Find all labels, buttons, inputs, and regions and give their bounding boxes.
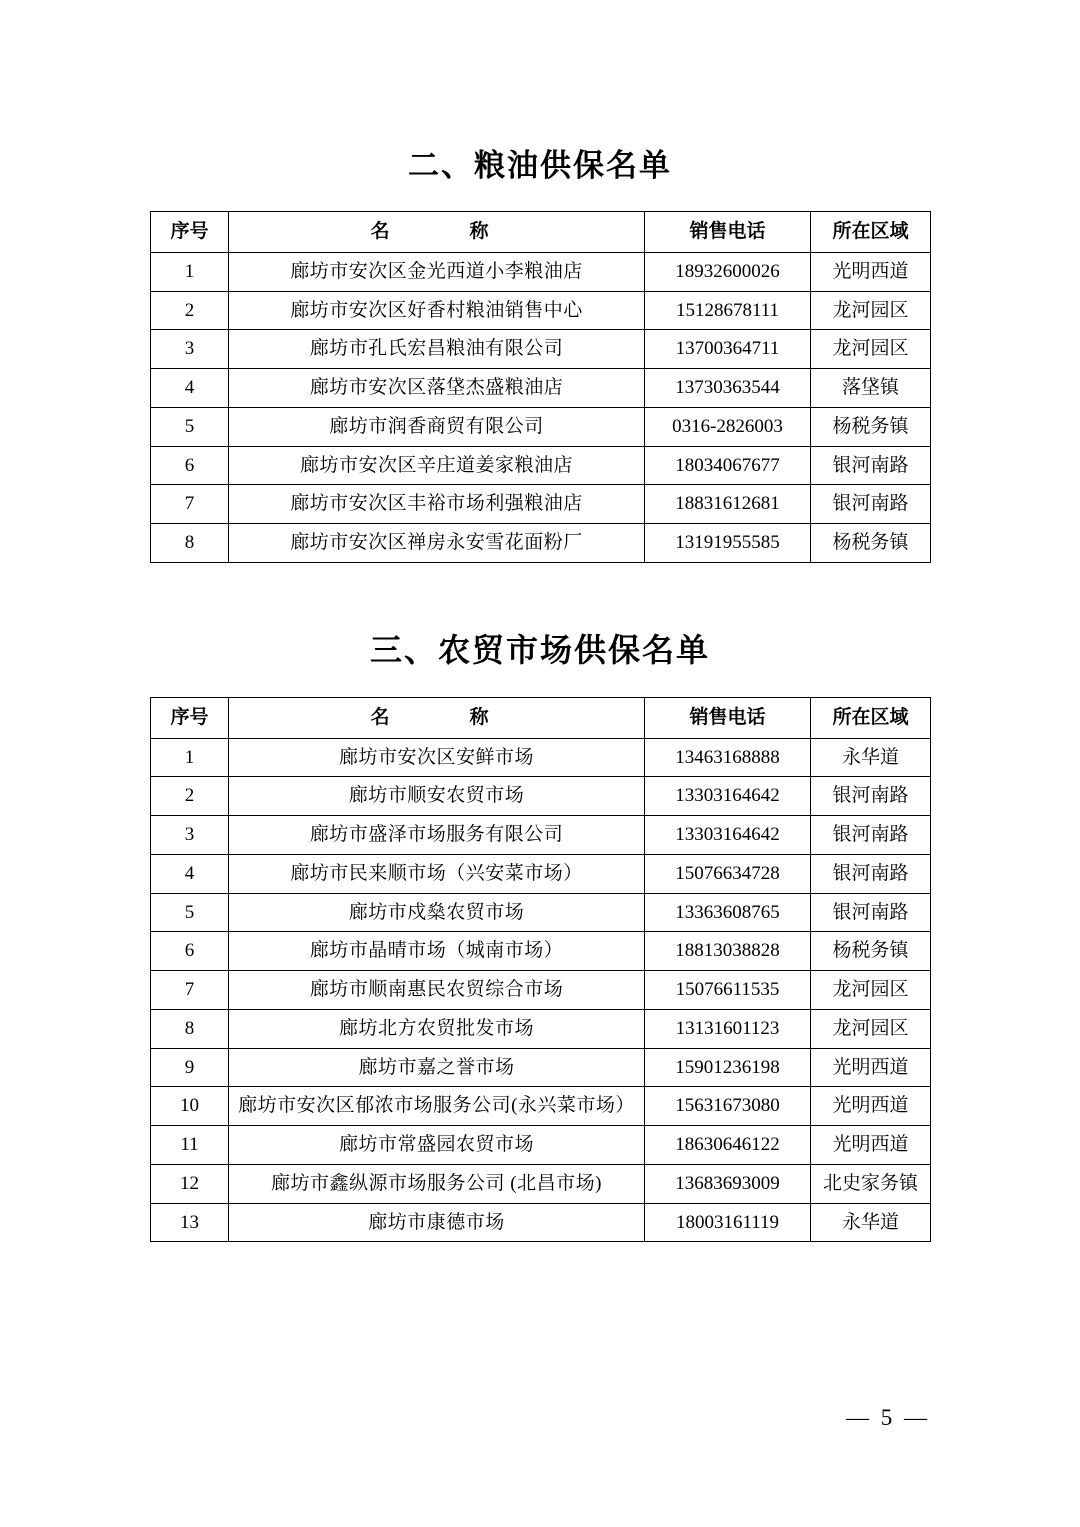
cell-phone: 18813038828 <box>645 932 811 971</box>
cell-serial: 4 <box>151 854 229 893</box>
cell-phone: 13191955585 <box>645 524 811 563</box>
cell-serial: 4 <box>151 369 229 408</box>
table-header-row <box>151 212 931 253</box>
cell-area: 银河南路 <box>811 485 931 524</box>
cell-phone: 13131601123 <box>645 1009 811 1048</box>
cell-area: 银河南路 <box>811 777 931 816</box>
cell-serial: 12 <box>151 1164 229 1203</box>
cell-name: 廊坊市鑫纵源市场服务公司 (北昌市场) <box>229 1164 645 1203</box>
cell-name: 廊坊市孔氏宏昌粮油有限公司 <box>229 330 645 369</box>
cell-phone: 13700364711 <box>645 330 811 369</box>
cell-area: 银河南路 <box>811 816 931 855</box>
cell-area: 龙河园区 <box>811 971 931 1010</box>
cell-name: 廊坊北方农贸批发市场 <box>229 1009 645 1048</box>
grain-oil-table <box>150 211 931 563</box>
cell-phone: 13683693009 <box>645 1164 811 1203</box>
table-row <box>151 330 931 369</box>
section-title-farmers-market: 三、农贸市场供保名单 <box>369 630 710 669</box>
cell-serial: 13 <box>151 1203 229 1242</box>
table-row <box>151 1203 931 1242</box>
cell-name: 廊坊市安次区丰裕市场利强粮油店 <box>229 485 645 524</box>
cell-serial: 8 <box>151 1009 229 1048</box>
cell-phone: 13363608765 <box>645 893 811 932</box>
cell-phone: 18630646122 <box>645 1126 811 1165</box>
cell-area: 永华道 <box>811 1203 931 1242</box>
cell-area: 龙河园区 <box>811 1009 931 1048</box>
table-header-row <box>151 697 931 738</box>
table-row <box>151 1087 931 1126</box>
cell-name: 廊坊市安次区金光西道小李粮油店 <box>229 252 645 291</box>
cell-phone: 13463168888 <box>645 738 811 777</box>
cell-serial: 5 <box>151 407 229 446</box>
table-row <box>151 1048 931 1087</box>
cell-serial: 9 <box>151 1048 229 1087</box>
table-row <box>151 738 931 777</box>
cell-area: 光明西道 <box>811 252 931 291</box>
cell-name: 廊坊市盛泽市场服务有限公司 <box>229 816 645 855</box>
table-row <box>151 777 931 816</box>
header-area: 所在区域 <box>811 697 931 738</box>
cell-serial: 3 <box>151 816 229 855</box>
table-row <box>151 524 931 563</box>
cell-area: 杨税务镇 <box>811 524 931 563</box>
cell-area: 龙河园区 <box>811 291 931 330</box>
header-serial: 序号 <box>151 697 229 738</box>
table-row <box>151 1126 931 1165</box>
cell-phone: 13303164642 <box>645 777 811 816</box>
cell-name: 廊坊市安次区好香村粮油销售中心 <box>229 291 645 330</box>
cell-phone: 18034067677 <box>645 446 811 485</box>
cell-serial: 3 <box>151 330 229 369</box>
table-row <box>151 854 931 893</box>
cell-serial: 10 <box>151 1087 229 1126</box>
cell-serial: 6 <box>151 932 229 971</box>
table-row <box>151 485 931 524</box>
header-area: 所在区域 <box>811 212 931 253</box>
cell-name: 廊坊市晶晴市场（城南市场） <box>229 932 645 971</box>
table-row <box>151 1164 931 1203</box>
cell-name: 廊坊市安次区郁浓市场服务公司(永兴菜市场） <box>229 1087 645 1126</box>
cell-name: 廊坊市康德市场 <box>229 1203 645 1242</box>
cell-serial: 5 <box>151 893 229 932</box>
cell-phone: 15631673080 <box>645 1087 811 1126</box>
cell-area: 光明西道 <box>811 1087 931 1126</box>
cell-serial: 2 <box>151 777 229 816</box>
cell-name: 廊坊市安次区辛庄道姜家粮油店 <box>229 446 645 485</box>
cell-area: 银河南路 <box>811 854 931 893</box>
cell-area: 落垡镇 <box>811 369 931 408</box>
cell-serial: 7 <box>151 485 229 524</box>
cell-serial: 1 <box>151 738 229 777</box>
cell-serial: 8 <box>151 524 229 563</box>
cell-area: 北史家务镇 <box>811 1164 931 1203</box>
farmers-market-table <box>150 697 931 1243</box>
cell-phone: 13303164642 <box>645 816 811 855</box>
table-row <box>151 893 931 932</box>
cell-name: 廊坊市润香商贸有限公司 <box>229 407 645 446</box>
cell-serial: 2 <box>151 291 229 330</box>
cell-area: 杨税务镇 <box>811 932 931 971</box>
cell-serial: 7 <box>151 971 229 1010</box>
page-number: — 5 — <box>846 1405 930 1430</box>
table-row <box>151 369 931 408</box>
cell-phone: 15901236198 <box>645 1048 811 1087</box>
header-name: 名 称 <box>229 697 645 738</box>
header-phone: 销售电话 <box>645 697 811 738</box>
cell-area: 银河南路 <box>811 446 931 485</box>
cell-name: 廊坊市安次区禅房永安雪花面粉厂 <box>229 524 645 563</box>
cell-area: 银河南路 <box>811 893 931 932</box>
cell-phone: 18831612681 <box>645 485 811 524</box>
cell-phone: 15128678111 <box>645 291 811 330</box>
cell-phone: 15076611535 <box>645 971 811 1010</box>
section-title-grain-oil: 二、粮油供保名单 <box>408 148 672 184</box>
cell-phone: 15076634728 <box>645 854 811 893</box>
header-serial: 序号 <box>151 212 229 253</box>
cell-phone: 13730363544 <box>645 369 811 408</box>
cell-name: 廊坊市安次区安鲜市场 <box>229 738 645 777</box>
table-row <box>151 932 931 971</box>
table-row <box>151 446 931 485</box>
header-name: 名 称 <box>229 212 645 253</box>
cell-name: 廊坊市顺南惠民农贸综合市场 <box>229 971 645 1010</box>
table-row <box>151 291 931 330</box>
cell-phone: 18003161119 <box>645 1203 811 1242</box>
cell-phone: 18932600026 <box>645 252 811 291</box>
cell-area: 光明西道 <box>811 1126 931 1165</box>
cell-area: 龙河园区 <box>811 330 931 369</box>
cell-name: 廊坊市安次区落垡杰盛粮油店 <box>229 369 645 408</box>
cell-area: 光明西道 <box>811 1048 931 1087</box>
cell-name: 廊坊市常盛园农贸市场 <box>229 1126 645 1165</box>
header-phone: 销售电话 <box>645 212 811 253</box>
table-row <box>151 971 931 1010</box>
table-row <box>151 816 931 855</box>
table-row <box>151 252 931 291</box>
cell-area: 杨税务镇 <box>811 407 931 446</box>
cell-area: 永华道 <box>811 738 931 777</box>
cell-serial: 1 <box>151 252 229 291</box>
table-row <box>151 407 931 446</box>
table-row <box>151 1009 931 1048</box>
cell-name: 廊坊市戍燊农贸市场 <box>229 893 645 932</box>
cell-serial: 6 <box>151 446 229 485</box>
cell-serial: 11 <box>151 1126 229 1165</box>
cell-name: 廊坊市嘉之誉市场 <box>229 1048 645 1087</box>
cell-name: 廊坊市顺安农贸市场 <box>229 777 645 816</box>
cell-phone: 0316-2826003 <box>645 407 811 446</box>
cell-name: 廊坊市民来顺市场（兴安菜市场） <box>229 854 645 893</box>
